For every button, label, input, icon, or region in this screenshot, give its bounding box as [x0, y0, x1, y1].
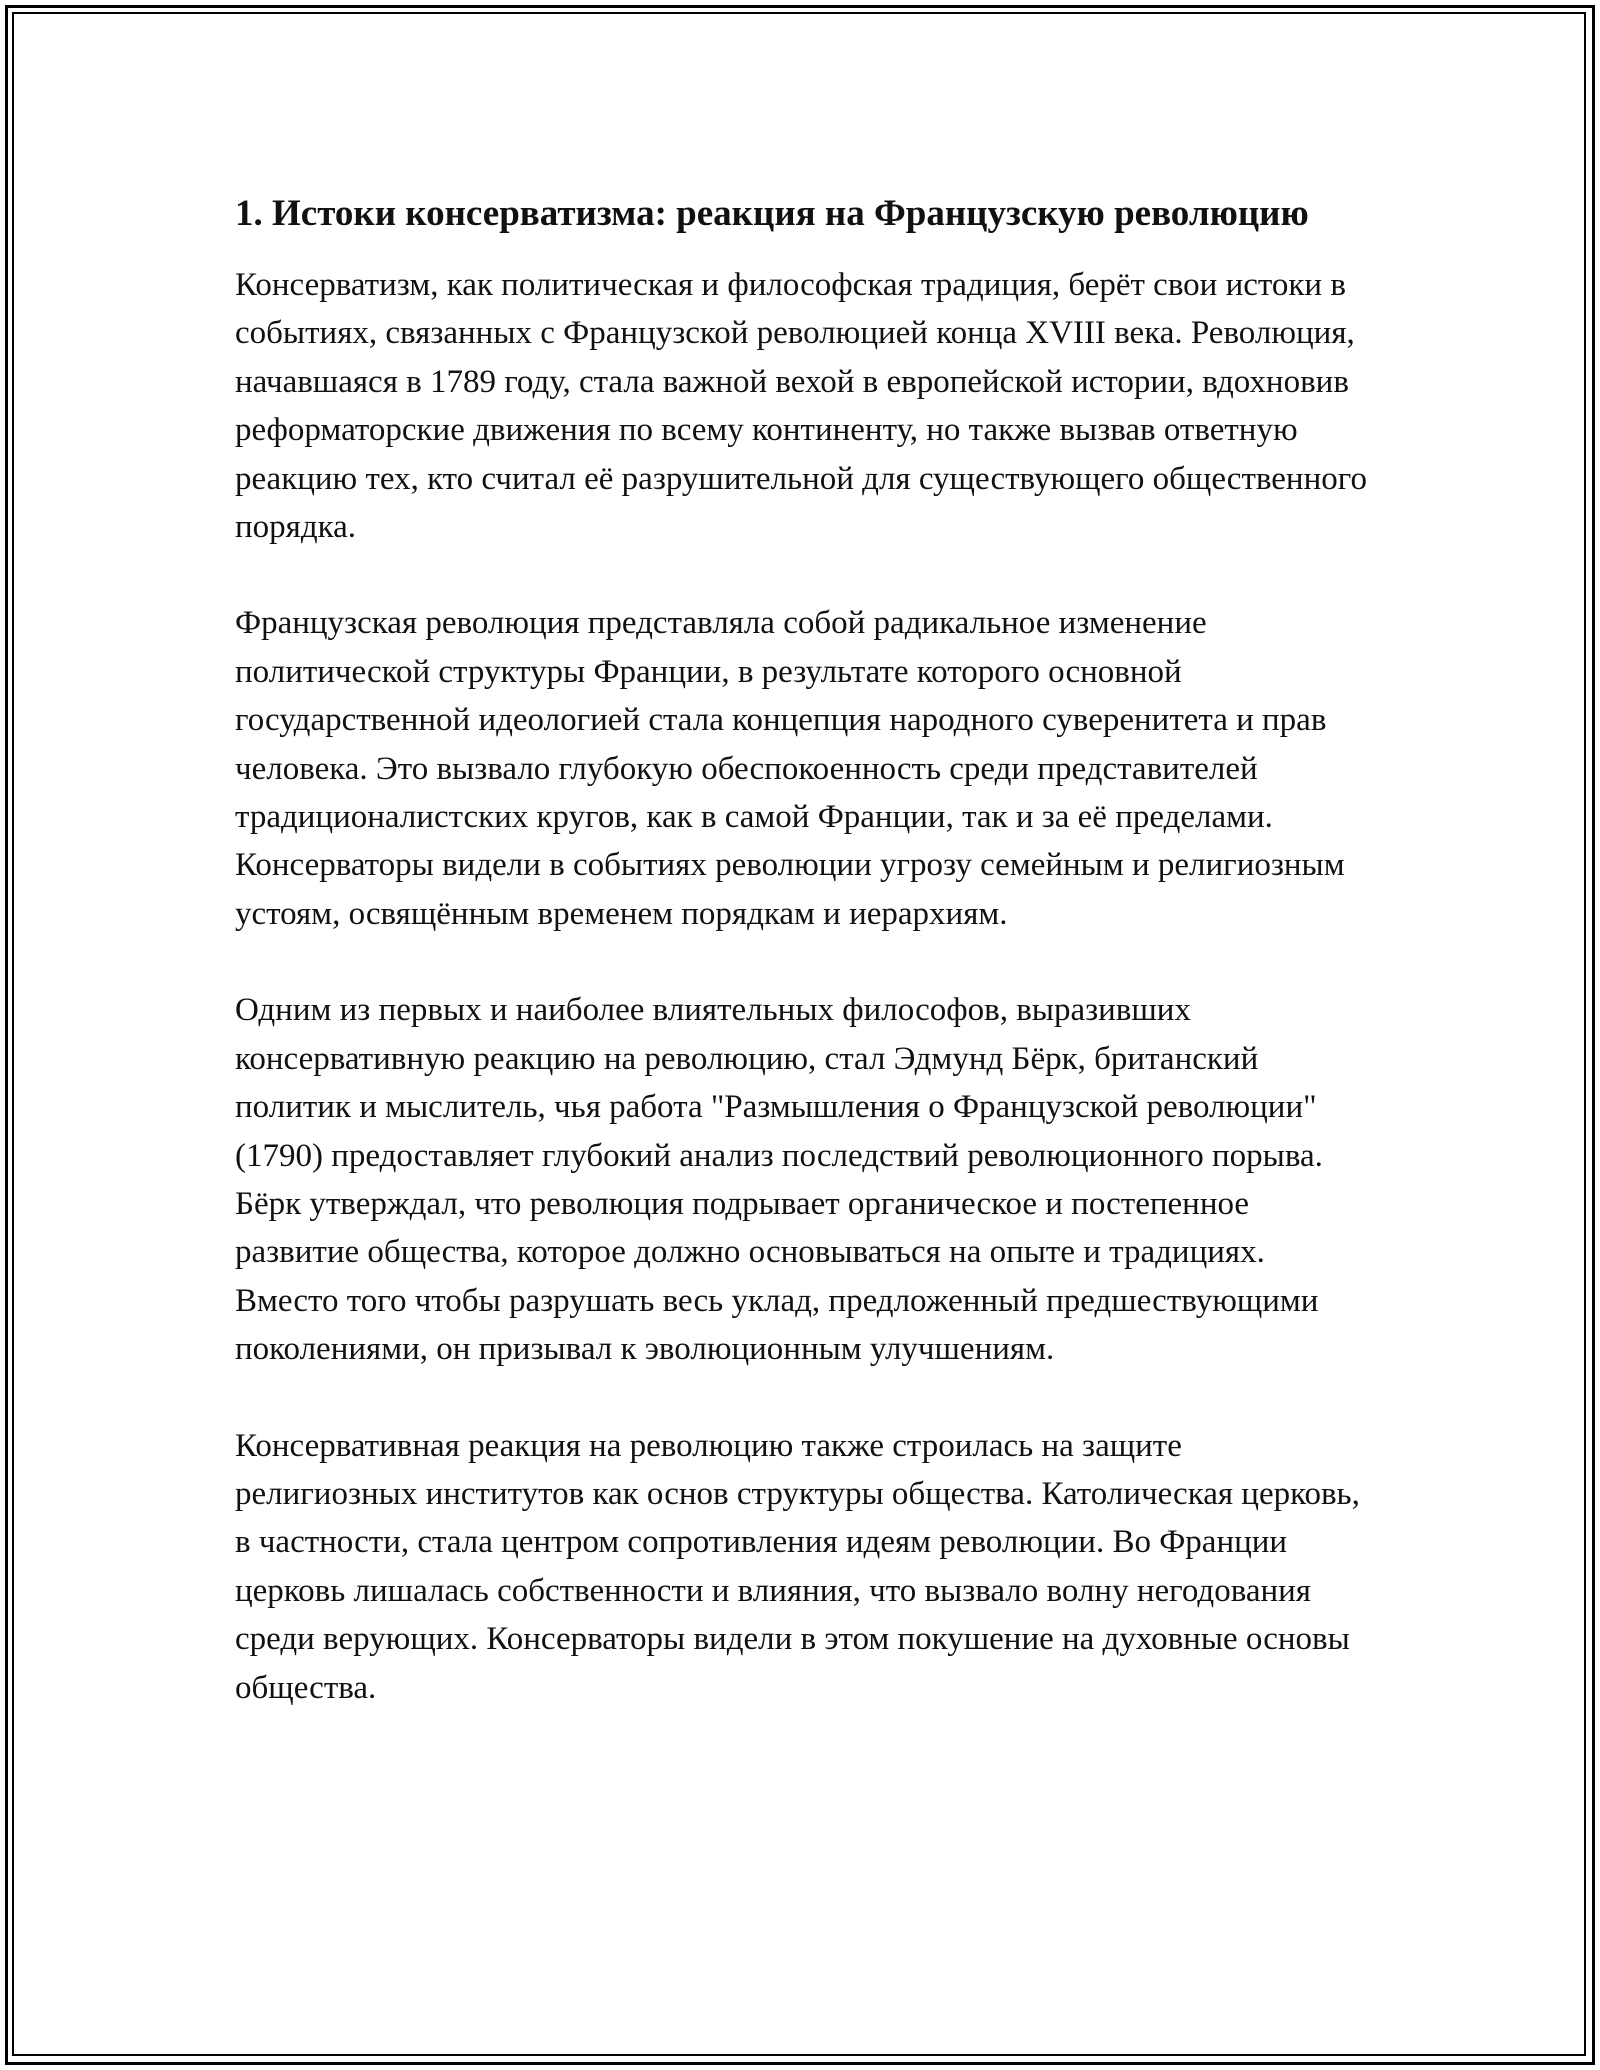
section-title: 1. Истоки консерватизма: реакция на Французскую революцию: [235, 193, 1309, 234]
paragraph-2: Французская революция представляла собой радикальное изменение политической структуры Франции, в результате которого основной государственной идеологией стала концепция народного суверенитета и прав человека. Это вызвало глубокую обеспокоенность среди представителей традиционалистских кругов, как в самой Франции, так и за её пределами. Консерваторы видели в событиях революции угрозу семейным и религиозным устоям, освящённым временем порядкам и иерархиям.: [235, 605, 1345, 932]
paragraph-3: Одним из первых и наиболее влиятельных философов, выразивших консервативную реакцию на революцию, стал Эдмунд Бёрк, британский политик и мыслитель, чья работа "Размышления о Французской революции" (1790) предоставляет глубокий анализ последствий революционного порыва. Бёрк утверждал, что революция подрывает органическое и постепенное развитие общества, которое должно основываться на опыте и традициях. Вместо того чтобы разрушать весь уклад, предложенный предшествующими поколениями, он призывал к эволюционным улучшениям.: [235, 992, 1323, 1368]
paragraph-1: Консерватизм, как политическая и философская традиция, берёт свои истоки в событиях, связанных с Французской революцией конца XVIII века. Революция, начавшаяся в 1789 году, стала важной вехой в европейской истории, вдохновив реформаторские движения по всему континенту, но также вызвав ответную реакцию тех, кто считал её разрушительной для существующего общественного порядка.: [235, 267, 1367, 546]
document-body: [235, 186, 1370, 1760]
paragraph-4: Консервативная реакция на революцию также строилась на защите религиозных институтов как основ структуры общества. Католическая церковь, в частности, стала центром сопротивления идеям революции. Во Франции церковь лишалась собственности и влияния, что вызвало волну негодования среди верующих. Консерваторы видели в этом покушение на духовные основы общества.: [235, 1427, 1360, 1706]
